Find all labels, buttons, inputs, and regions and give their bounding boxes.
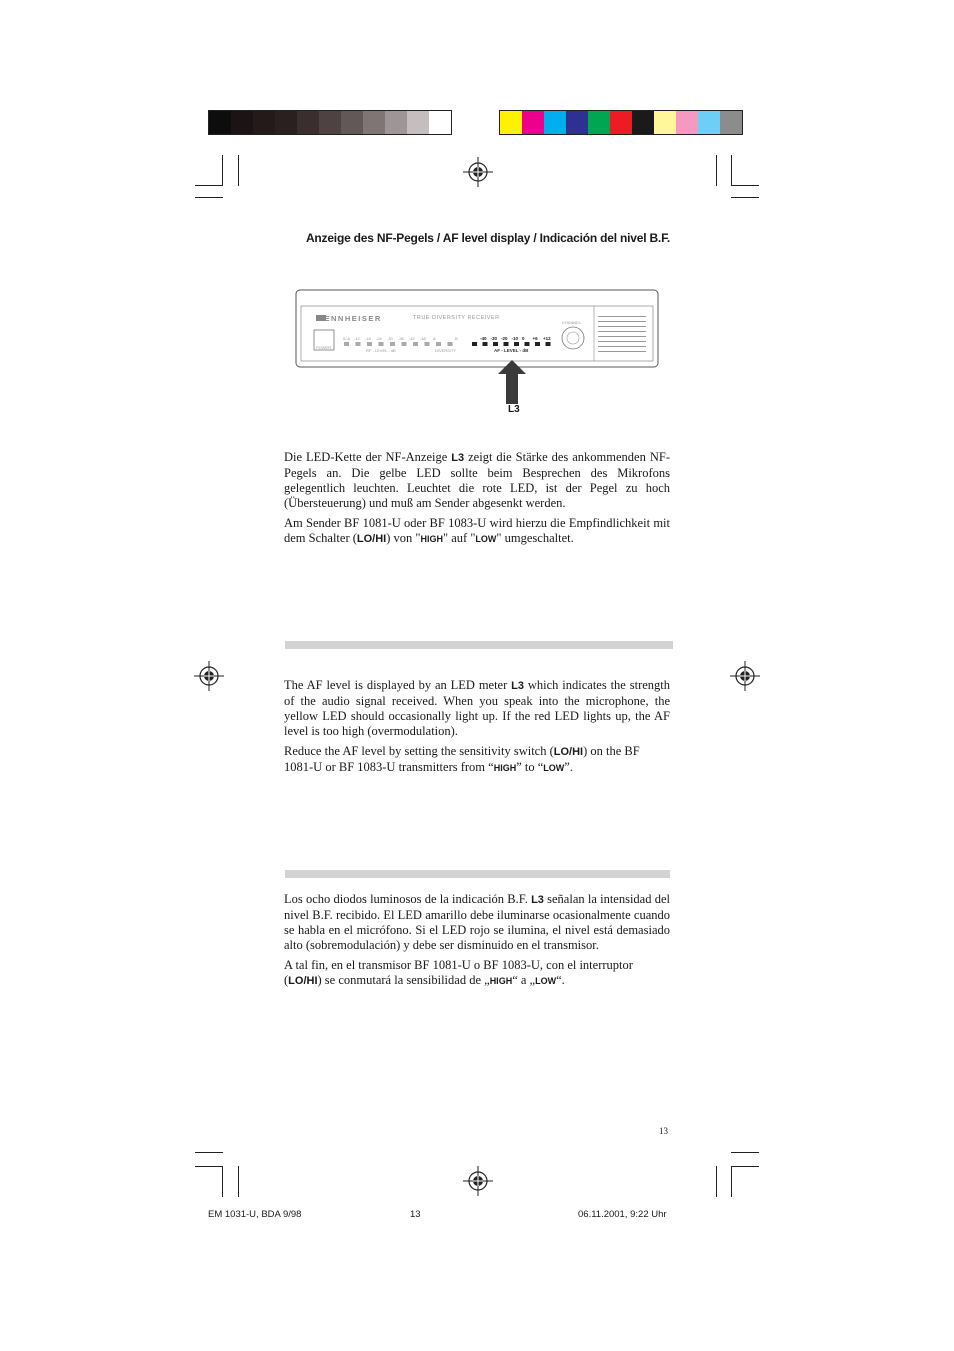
crop-mark (731, 197, 759, 198)
footer-page: 13 (410, 1209, 421, 1220)
crop-mark (222, 155, 223, 186)
rf-led (448, 342, 453, 346)
af-level-label: AF - LEVEL - dB (494, 348, 529, 353)
color-swatch (654, 111, 676, 134)
gray-swatch (407, 111, 429, 134)
af-led (472, 342, 477, 346)
af-led (514, 342, 519, 346)
spanish-paragraph-2: A tal fin, en el transmisor BF 1081-U o BF 1083-U, con el interruptor (LO/HI) se conmutará la sensibilidad de „HIGH“ a „LOW“. (284, 958, 633, 987)
gray-swatch (363, 111, 385, 134)
color-swatch (676, 111, 698, 134)
color-bar (499, 110, 743, 135)
color-swatch (720, 111, 742, 134)
diversity-tick-label: B (455, 336, 458, 341)
rf-led (356, 342, 361, 346)
color-swatch (610, 111, 632, 134)
registration-mark-icon (730, 661, 760, 691)
rf-tick-label: 0/-6 (343, 336, 350, 341)
rf-tick-label: -36 (398, 336, 404, 341)
color-swatch (500, 111, 522, 134)
crop-mark (731, 1166, 759, 1167)
diversity-label: DIVERSITY (435, 348, 457, 353)
color-swatch (698, 111, 720, 134)
german-paragraph-1: Die LED-Kette der NF-Anzeige L3 zeigt die Stärke des ankommenden NF-Pegels an. Die gelbe LED sollte beim Besprechen des Mikrofons gelegentlich leuchten. Leuchtet die rote LED, ist der Pegel zu hoch (Übersteuerung) und muß am Sender abgesenkt werden. (284, 450, 670, 510)
device-model-line: TRUE DIVERSITY RECEIVER (413, 315, 500, 321)
rf-led (436, 342, 441, 346)
rf-led (402, 342, 407, 346)
channel-label: CHANNEL (562, 320, 582, 325)
gray-swatch (231, 111, 253, 134)
rf-tick-label: -48 (420, 336, 426, 341)
crop-mark (195, 197, 223, 198)
rf-led (367, 342, 372, 346)
rf-tick-label: -30 (387, 336, 393, 341)
rf-tick-label: -24 (376, 336, 382, 341)
gray-swatch (385, 111, 407, 134)
color-swatch (588, 111, 610, 134)
registration-mark-icon (194, 661, 224, 691)
english-paragraph-1: The AF level is displayed by an LED meter L3 which indicates the strength of the audio signal received. When you speak into the microphone, the yellow LED should occasionally light up. If the red LED lights up, the AF level is too high (overmodulation). (284, 678, 670, 738)
device-brand: SENNHEISER (318, 314, 382, 323)
registration-mark-icon (463, 1166, 493, 1196)
rf-led (344, 342, 349, 346)
rf-led (425, 342, 430, 346)
rf-level-label: RF - LEVEL - dB (366, 348, 396, 353)
crop-mark (238, 155, 239, 186)
footer-document-id: EM 1031-U, BDA 9/98 (208, 1209, 302, 1220)
af-tick-label: -40 (480, 336, 487, 341)
callout-label: L3 (508, 404, 520, 415)
footer-timestamp: 06.11.2001, 9:22 Uhr (578, 1209, 667, 1220)
af-led (546, 342, 551, 346)
section-divider (285, 641, 673, 649)
registration-mark-icon (463, 157, 493, 187)
crop-mark (195, 185, 223, 186)
crop-mark (222, 1166, 223, 1197)
gray-swatch (209, 111, 231, 134)
receiver-front-panel-illustration (292, 288, 664, 370)
crop-mark (731, 1166, 732, 1197)
rf-tick-label: -18 (365, 336, 371, 341)
rf-led (413, 342, 418, 346)
power-button-label: POWER (316, 345, 332, 350)
crop-mark (716, 1166, 717, 1197)
crop-mark (731, 185, 759, 186)
af-tick-label: +12 (543, 336, 551, 341)
af-led (504, 342, 509, 346)
rf-tick-label: -12 (354, 336, 360, 341)
color-swatch (522, 111, 544, 134)
af-tick-label: -30 (490, 336, 498, 341)
crop-mark (731, 1152, 759, 1153)
diversity-tick-label: A (433, 336, 436, 341)
spanish-paragraph-1: Los ocho diodos luminosos de la indicación B.F. L3 señalan la intensidad del nivel B.F. recibido. El LED amarillo debe iluminarse ocasionalmente cuando se habla en el micrófono. Si el LED rojo se ilumina, el nivel está demasiado alto (sobremodulación) y debe ser disminuido en el transmisor. (284, 892, 670, 952)
af-tick-label: +6 (532, 336, 538, 341)
af-led (525, 342, 530, 346)
gray-swatch (297, 111, 319, 134)
english-paragraph-2: Reduce the AF level by setting the sensitivity switch (LO/HI) on the BF 1081-U or BF 1083-U transmitters from “HIGH” to “LOW”. (284, 744, 640, 774)
gray-swatch (429, 111, 451, 134)
section-divider (285, 870, 670, 878)
page-number: 13 (659, 1126, 668, 1136)
af-tick-label: 0 (522, 336, 525, 341)
crop-mark (195, 1152, 223, 1153)
af-tick-label: -20 (501, 336, 508, 341)
crop-mark (731, 155, 732, 186)
af-tick-label: -10 (511, 336, 519, 341)
af-led (535, 342, 540, 346)
af-led (483, 342, 488, 346)
german-paragraph-2: Am Sender BF 1081-U oder BF 1083-U wird hierzu die Empfindlichkeit mit dem Schalter (LO/HI) von "HIGH" auf "LOW" umgeschaltet. (284, 516, 670, 545)
color-swatch (566, 111, 588, 134)
section-heading: Anzeige des NF-Pegels / AF level display / Indicación del nivel B.F. (305, 231, 670, 245)
color-swatch (544, 111, 566, 134)
crop-mark (195, 1166, 223, 1167)
crop-mark (716, 155, 717, 186)
color-swatch (632, 111, 654, 134)
gray-swatch (275, 111, 297, 134)
rf-led (390, 342, 395, 346)
crop-mark (238, 1166, 239, 1197)
gray-swatch (253, 111, 275, 134)
grayscale-bar (208, 110, 452, 135)
gray-swatch (319, 111, 341, 134)
arrow-up-icon (497, 360, 527, 404)
af-led (493, 342, 498, 346)
gray-swatch (341, 111, 363, 134)
rf-led (379, 342, 384, 346)
rf-tick-label: -42 (409, 336, 415, 341)
